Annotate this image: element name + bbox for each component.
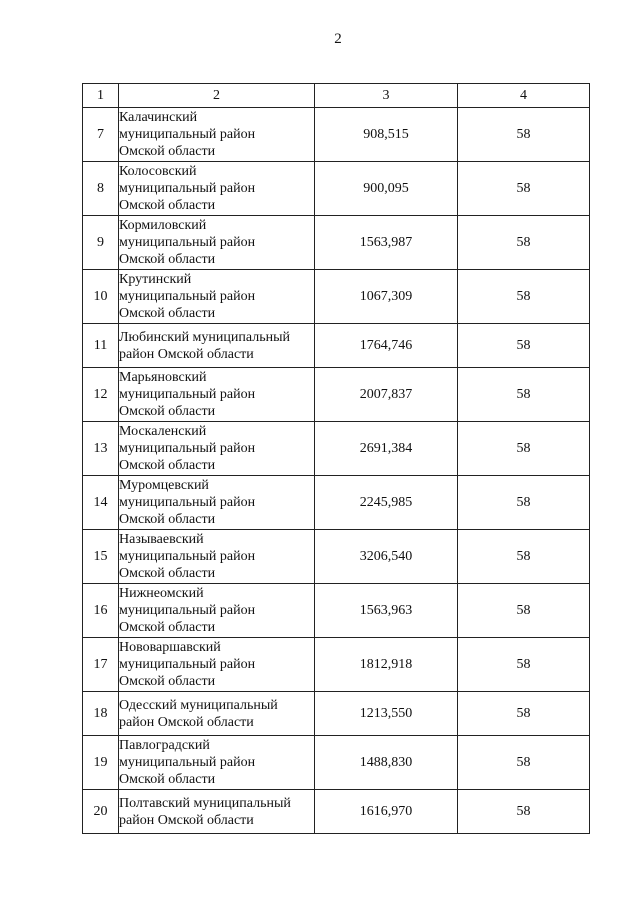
amount-value: 1067,309 — [315, 270, 458, 324]
amount-value: 3206,540 — [315, 530, 458, 584]
table-row — [83, 368, 590, 422]
district-name-line: Муромцевский — [119, 478, 209, 493]
district-name — [119, 324, 315, 368]
row-number: 18 — [83, 692, 119, 736]
district-name-line: Омской области — [119, 198, 216, 213]
row-number: 16 — [83, 584, 119, 638]
rate-value: 58 — [458, 324, 590, 368]
district-name — [119, 108, 315, 162]
district-name — [119, 368, 315, 422]
district-name-line: муниципальный район — [119, 603, 256, 618]
table-row — [83, 422, 590, 476]
district-name-line: Павлоградский — [119, 738, 210, 753]
row-number: 17 — [83, 638, 119, 692]
district-name-line: Одесский муниципальный — [119, 697, 278, 713]
column-header-3: 3 — [315, 84, 458, 108]
district-name-line: район Омской области — [119, 714, 254, 730]
amount-value: 1488,830 — [315, 736, 458, 790]
district-name — [119, 216, 315, 270]
district-name-line: Омской области — [119, 458, 216, 473]
row-number: 14 — [83, 476, 119, 530]
district-name-line: Полтавский муниципальный — [119, 795, 291, 811]
amount-value: 1213,550 — [315, 692, 458, 736]
district-name-line: Нижнеомский — [119, 586, 204, 601]
row-number: 9 — [83, 216, 119, 270]
rate-value: 58 — [458, 692, 590, 736]
row-number: 11 — [83, 324, 119, 368]
district-name-line: муниципальный район — [119, 181, 256, 196]
rate-value: 58 — [458, 476, 590, 530]
district-name-line: Калачинский — [119, 110, 198, 125]
district-name-line: Москаленский — [119, 424, 207, 439]
district-name-line: Омской области — [119, 772, 216, 787]
district-name-line: Омской области — [119, 674, 216, 689]
district-name-line: район Омской области — [119, 346, 254, 362]
table-row — [83, 324, 590, 368]
amount-value: 1563,987 — [315, 216, 458, 270]
district-name — [119, 422, 315, 476]
row-number: 20 — [83, 790, 119, 834]
district-name-line: муниципальный район — [119, 441, 256, 456]
amount-value: 1563,963 — [315, 584, 458, 638]
rate-value: 58 — [458, 422, 590, 476]
district-name — [119, 790, 315, 834]
row-number: 10 — [83, 270, 119, 324]
district-name-line: Любинский муниципальный — [119, 329, 290, 345]
district-name — [119, 530, 315, 584]
table-row — [83, 736, 590, 790]
rate-value: 58 — [458, 530, 590, 584]
column-header-1: 1 — [83, 84, 119, 108]
district-name — [119, 162, 315, 216]
table-body — [83, 108, 590, 834]
rate-value: 58 — [458, 584, 590, 638]
district-name-line: муниципальный район — [119, 387, 256, 402]
amount-value: 908,515 — [315, 108, 458, 162]
district-name-line: Колосовский — [119, 164, 197, 179]
district-name-line: муниципальный район — [119, 127, 256, 142]
amount-value: 2007,837 — [315, 368, 458, 422]
amount-value: 2245,985 — [315, 476, 458, 530]
district-name-line: Омской области — [119, 306, 216, 321]
district-name — [119, 270, 315, 324]
rate-value: 58 — [458, 790, 590, 834]
rate-value: 58 — [458, 270, 590, 324]
district-name-line: Крутинский — [119, 272, 192, 287]
district-name-line: муниципальный район — [119, 495, 256, 510]
district-name-line: Омской области — [119, 144, 216, 159]
table-row — [83, 530, 590, 584]
district-name-line: Марьяновский — [119, 370, 207, 385]
row-number: 15 — [83, 530, 119, 584]
rate-value: 58 — [458, 736, 590, 790]
amount-value: 900,095 — [315, 162, 458, 216]
district-name-line: Омской области — [119, 620, 216, 635]
rate-value: 58 — [458, 638, 590, 692]
district-name — [119, 584, 315, 638]
table-header — [83, 84, 590, 108]
amount-value: 1812,918 — [315, 638, 458, 692]
table-row — [83, 476, 590, 530]
district-name-line: Омской области — [119, 252, 216, 267]
header-row — [83, 84, 590, 108]
table-row — [83, 790, 590, 834]
amount-value: 1616,970 — [315, 790, 458, 834]
row-number: 7 — [83, 108, 119, 162]
district-name-line: район Омской области — [119, 812, 254, 828]
table-row — [83, 162, 590, 216]
rate-value: 58 — [458, 368, 590, 422]
row-number: 8 — [83, 162, 119, 216]
row-number: 12 — [83, 368, 119, 422]
district-name-line: муниципальный район — [119, 755, 256, 770]
district-name-line: муниципальный район — [119, 235, 256, 250]
district-name-line: муниципальный район — [119, 657, 256, 672]
table-row — [83, 638, 590, 692]
district-name — [119, 476, 315, 530]
district-name-line: Омской области — [119, 512, 216, 527]
district-name-line: муниципальный район — [119, 549, 256, 564]
district-name-line: Омской области — [119, 404, 216, 419]
column-header-2: 2 — [119, 84, 315, 108]
table-row — [83, 216, 590, 270]
district-name — [119, 736, 315, 790]
district-name-line: Называевский — [119, 532, 204, 547]
data-table — [82, 83, 590, 834]
district-name — [119, 692, 315, 736]
table-row — [83, 692, 590, 736]
rate-value: 58 — [458, 162, 590, 216]
district-name-line: Нововаршавский — [119, 640, 221, 655]
table-row — [83, 108, 590, 162]
district-name-line: муниципальный район — [119, 289, 256, 304]
page-number: 2 — [334, 31, 342, 47]
district-name-line: Кормиловский — [119, 218, 207, 233]
row-number: 19 — [83, 736, 119, 790]
table-row — [83, 584, 590, 638]
district-name — [119, 638, 315, 692]
table-row — [83, 270, 590, 324]
amount-value: 2691,384 — [315, 422, 458, 476]
column-header-4: 4 — [458, 84, 590, 108]
district-name-line: Омской области — [119, 566, 216, 581]
amount-value: 1764,746 — [315, 324, 458, 368]
rate-value: 58 — [458, 108, 590, 162]
row-number: 13 — [83, 422, 119, 476]
rate-value: 58 — [458, 216, 590, 270]
